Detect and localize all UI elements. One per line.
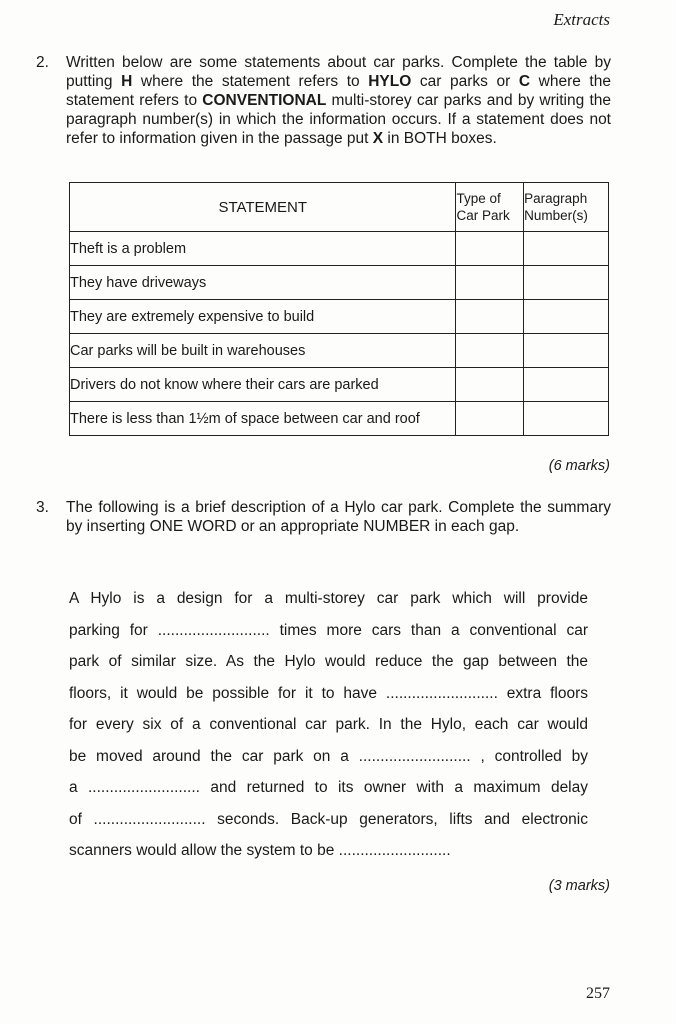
statement-cell: There is less than 1½m of space between car and roof [70,402,456,436]
type-answer-box[interactable] [456,266,524,300]
paragraph-answer-box[interactable] [524,368,609,402]
statement-cell: Drivers do not know where their cars are parked [70,368,456,402]
paragraph-answer-box[interactable] [524,232,609,266]
summary-line: of .......................... seconds. Back-up generators, lifts and electronic [69,810,588,828]
question-3 [36,498,611,536]
summary-line: parking for .......................... times more cars than a conventional car [69,621,588,639]
summary-line: a .......................... and returned to its owner with a maximum delay [69,779,588,796]
paragraph-answer-box[interactable] [524,266,609,300]
question-2-marks: (6 marks) [548,458,610,474]
question-2-instructions: Written below are some statements about car parks. Complete the table by putting H where the statement refers to HYLO car parks or C where the statement refers to CONVENTIONAL multi-storey car parks and by writing the paragraph number(s) in which the information occurs. If a statement does not refer to information given in the passage put X in BOTH boxes. [66,54,611,147]
table-row [70,402,609,436]
page-number: 257 [586,985,610,1002]
summary-paragraph [69,583,588,867]
summary-line: A Hylo is a design for a multi-storey car park which will provide [69,590,588,607]
table-row [70,334,609,368]
statement-cell: They are extremely expensive to build [70,300,456,334]
paragraph-answer-box[interactable] [524,334,609,368]
question-2 [36,53,611,148]
statement-cell: They have driveways [70,266,456,300]
question-number: 3. [36,499,49,516]
summary-line: scanners would allow the system to be .......................... [69,842,451,859]
table-row [70,266,609,300]
header-statement: STATEMENT [70,183,456,232]
paragraph-answer-box[interactable] [524,300,609,334]
type-answer-box[interactable] [456,334,524,368]
type-answer-box[interactable] [456,232,524,266]
table-row [70,368,609,402]
summary-line: park of similar size. As the Hylo would reduce the gap between the [69,653,588,670]
summary-line: for every six of a conventional car park. In the Hylo, each car would [69,716,588,733]
header-type-of-car-park: Type of Car Park [456,183,524,232]
table-row [70,232,609,266]
summary-line: be moved around the car park on a .......................... , controlled by [69,747,588,765]
table-row [70,300,609,334]
running-header: Extracts [553,10,610,29]
question-3-marks: (3 marks) [548,878,610,894]
statement-cell: Car parks will be built in warehouses [70,334,456,368]
statement-cell: Theft is a problem [70,232,456,266]
question-number: 2. [36,54,49,71]
summary-line: floors, it would be possible for it to have .......................... extra floors [69,684,588,702]
paragraph-answer-box[interactable] [524,402,609,436]
type-answer-box[interactable] [456,300,524,334]
type-answer-box[interactable] [456,368,524,402]
statements-table [69,182,609,436]
question-3-instructions: The following is a brief description of a Hylo car park. Complete the summary by inserting ONE WORD or an appropriate NUMBER in each gap. [66,499,611,535]
header-paragraph-numbers: Paragraph Number(s) [524,183,609,232]
type-answer-box[interactable] [456,402,524,436]
